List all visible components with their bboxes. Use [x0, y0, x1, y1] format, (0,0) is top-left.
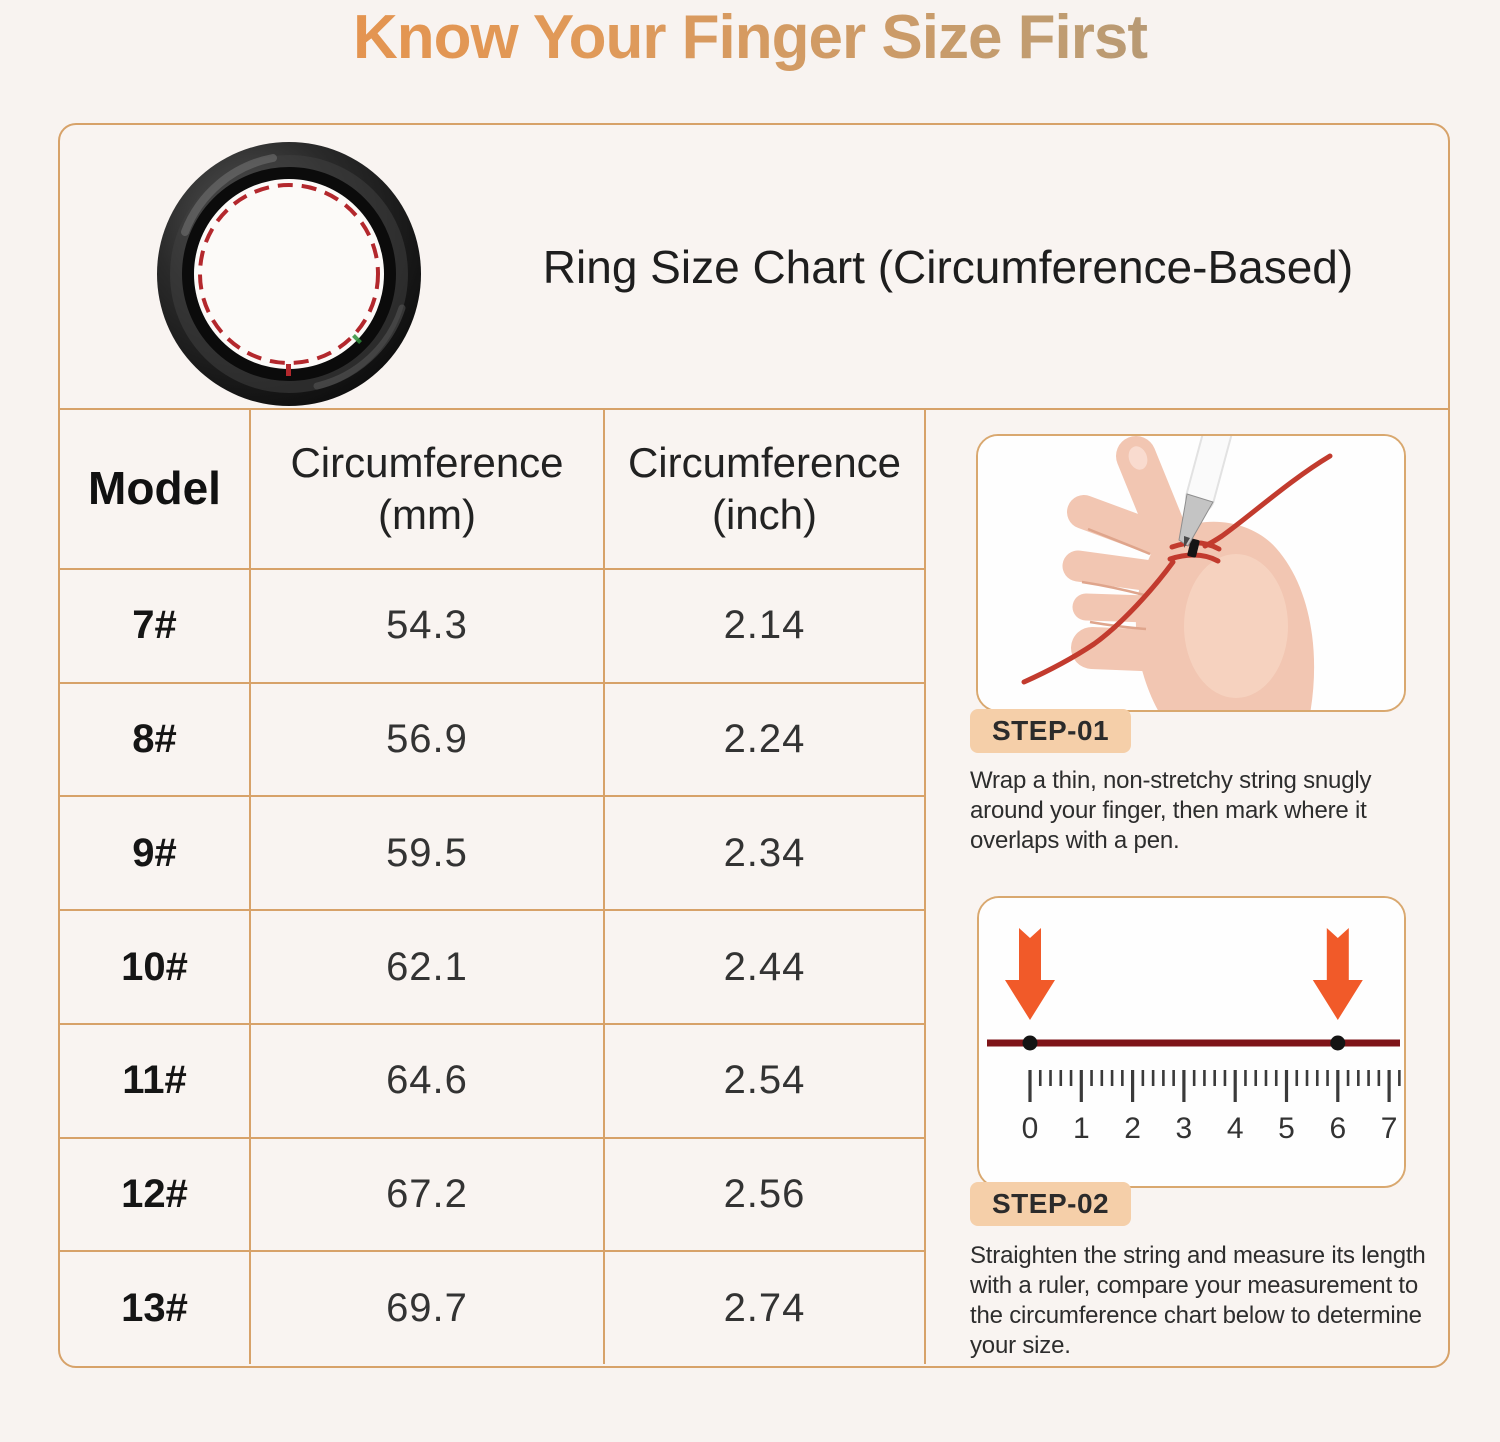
step2-badge: STEP-02 — [970, 1182, 1131, 1226]
page-title: Know Your Finger Size First — [0, 2, 1500, 73]
circumference-mm-cell: 62.1 — [251, 911, 605, 1023]
svg-text:1: 1 — [1072, 1112, 1090, 1145]
circumference-inch-cell: 2.56 — [723, 1171, 806, 1216]
string-mark-dot — [1330, 1036, 1345, 1051]
svg-text:7: 7 — [1380, 1112, 1398, 1145]
table-row — [60, 1139, 924, 1253]
model-cell: 7# — [60, 570, 251, 682]
circumference-mm-cell: 67.2 — [251, 1139, 605, 1251]
panel-content — [60, 410, 1448, 1364]
circumference-mm-cell: 56.9 — [251, 684, 605, 796]
size-table-body — [60, 570, 924, 1364]
step1-instructions: Wrap a thin, non-stretchy string snugly around your finger, then mark where it overlaps with a pen. — [970, 767, 1372, 854]
model-cell: 12# — [60, 1139, 251, 1251]
circumference-inch-cell: 2.44 — [723, 944, 806, 989]
circumference-mm-cell: 54.3 — [251, 570, 605, 682]
circumference-mm-cell: 59.5 — [251, 797, 605, 909]
chart-subtitle: Ring Size Chart (Circumference-Based) — [542, 240, 1354, 293]
column-header-circumference-inch: Circumference (inch) — [627, 438, 902, 538]
step1-image-hand-with-string-and-pen — [976, 434, 1406, 712]
smart-ring-icon — [155, 140, 423, 408]
step2-image-ruler-measurement — [977, 896, 1406, 1188]
ring-size-table — [60, 410, 926, 1364]
column-header-circumference-mm: Circumference (mm) — [251, 410, 605, 568]
circumference-inch-cell: 2.24 — [723, 717, 806, 762]
table-header-row — [60, 410, 924, 570]
step2-instructions: Straighten the string and measure its length with a ruler, compare your measurement to the circumference chart below to determine your size. — [970, 1242, 1426, 1359]
size-guide-panel — [58, 123, 1450, 1368]
svg-text:3: 3 — [1175, 1112, 1193, 1145]
circumference-mm-cell: 69.7 — [251, 1252, 605, 1364]
table-row — [60, 1025, 924, 1139]
circumference-inch-cell: 2.54 — [723, 1058, 806, 1103]
table-row — [60, 911, 924, 1025]
model-cell: 9# — [60, 797, 251, 909]
string-mark-dot — [1023, 1036, 1038, 1051]
svg-text:0: 0 — [1021, 1112, 1039, 1145]
table-row — [60, 797, 924, 911]
panel-header — [60, 125, 1448, 410]
column-header-model: Model — [60, 410, 251, 568]
model-cell: 8# — [60, 684, 251, 796]
circumference-inch-cell: 2.74 — [723, 1285, 806, 1330]
model-cell: 11# — [60, 1025, 251, 1137]
table-row — [60, 1252, 924, 1364]
circumference-inch-cell: 2.14 — [723, 603, 806, 648]
svg-text:6: 6 — [1329, 1112, 1347, 1145]
table-row — [60, 570, 924, 684]
circumference-inch-cell: 2.34 — [723, 830, 806, 875]
table-row — [60, 684, 924, 798]
measurement-steps-panel — [926, 410, 1448, 1364]
svg-text:2: 2 — [1124, 1112, 1141, 1145]
svg-text:5: 5 — [1278, 1112, 1295, 1145]
step1-badge: STEP-01 — [970, 709, 1131, 753]
circumference-mm-cell: 64.6 — [251, 1025, 605, 1137]
svg-text:4: 4 — [1226, 1112, 1244, 1145]
model-cell: 13# — [60, 1252, 251, 1364]
model-cell: 10# — [60, 911, 251, 1023]
